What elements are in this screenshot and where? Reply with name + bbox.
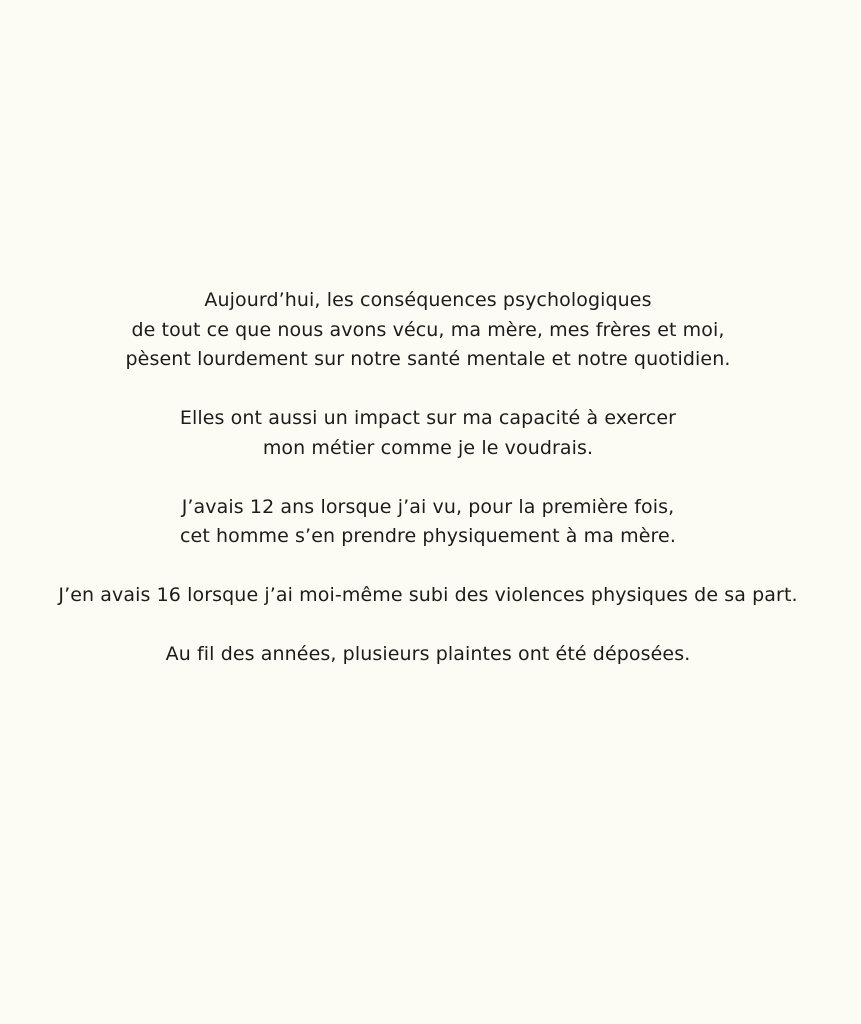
paragraph-impact [0,404,856,463]
paragraph-consequences [0,286,856,375]
text-line: pèsent lourdement sur notre santé mentale et notre quotidien. [125,348,731,370]
text-line: Aujourd’hui, les conséquences psychologiques [204,289,652,311]
text-body [0,286,856,699]
text-line: J’avais 12 ans lorsque j’ai vu, pour la première fois, [181,495,675,518]
text-line: J’en avais 16 lorsque j’ai moi-même subi des violences physiques de sa part. [58,584,798,606]
text-line: mon métier comme je le voudrais. [262,436,594,459]
paragraph-complaints [0,640,856,670]
text-line: cet homme s’en prendre physiquement à ma mère. [180,525,676,547]
text-line: de tout ce que nous avons vécu, ma mère, mes frères et moi, [131,318,725,341]
paragraph-age-12 [0,493,856,552]
text-line: Elles ont aussi un impact sur ma capacité à exercer [179,407,677,429]
paragraph-age-16 [0,581,856,611]
text-line: Au fil des années, plusieurs plaintes ont été déposées. [165,643,691,665]
